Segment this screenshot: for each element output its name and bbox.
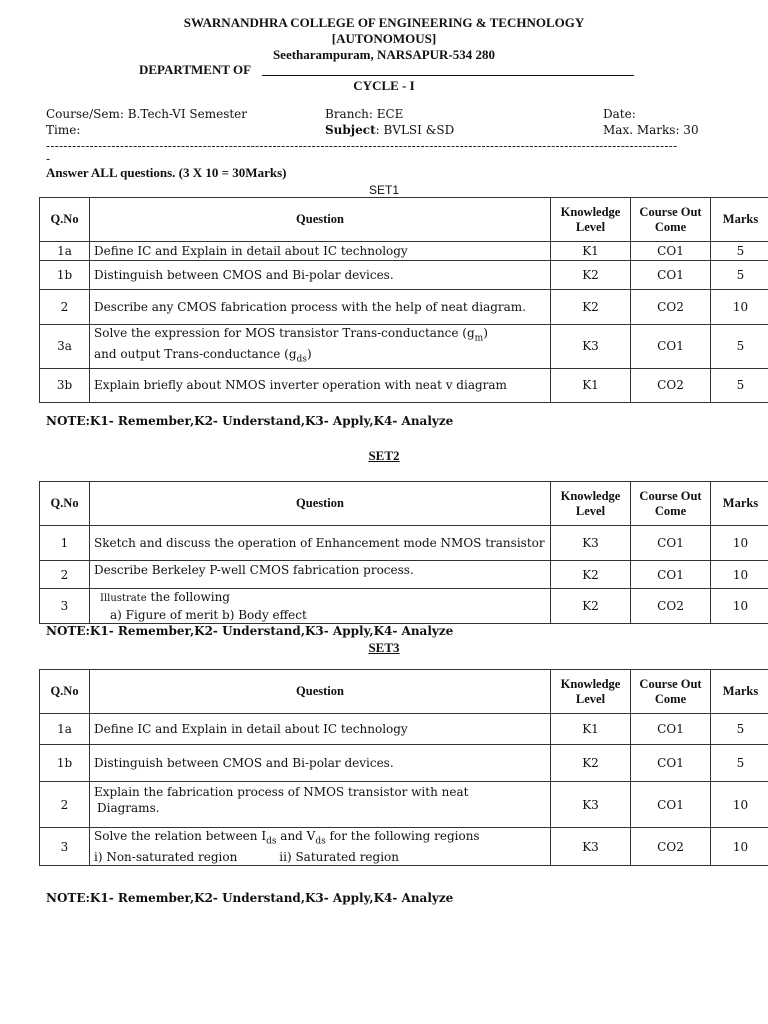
question-cell: Solve the relation between $I_{ds}$ and $V_{ds}$ for the following regions i) Non-saturated region ii) Saturated region [90, 828, 551, 866]
col-qno: Q.No [40, 198, 90, 242]
question-cell: Explain the fabrication process of NMOS transistor with neat Diagrams. [90, 782, 551, 828]
subject [325, 123, 454, 137]
set2-table: Q.No Question Knowledge Level Course Out Come Marks 1 Sketch and discuss the operation of Enhancement mode NMOS transistor K3 CO1 10 2 Describe Berkeley P-well CMOS fabrication process. K2 CO1 10 3 Illustrate the following a) Figure of merit b) Body effect K2 CO2 10 [39, 481, 768, 624]
instructions: Answer ALL questions. (3 X 10 = 30Marks) [46, 165, 287, 180]
set2-label: SET2 [368, 448, 400, 463]
table-row: 2 Explain the fabrication process of NMOS transistor with neat Diagrams. K3 CO1 10 [40, 782, 768, 828]
table-row: 1 Sketch and discuss the operation of Enhancement mode NMOS transistor K3 CO1 10 [40, 526, 768, 561]
set3-table: Q.No Question Knowledge Level Course Out Come Marks 1a Define IC and Explain in detail about IC technology K1 CO1 5 1b Distinguish between CMOS and Bi-polar devices. K2 CO1 5 2 Explain the fabrication process of NMOS transistor with neat Diagrams. K3 CO1 10 3 Solve the relation between $I_{ds}$ and $V_{ds}$ for the following regions i) Non-saturated region ii) Saturated region K3 CO2 10 [39, 669, 768, 866]
col-course: Course Out Come [631, 198, 711, 242]
course-sem: Course/Sem: B.Tech-VI Semester [46, 107, 248, 121]
department-underline [262, 75, 634, 76]
set1-table [39, 197, 768, 403]
table-row: 3 Illustrate the following a) Figure of merit b) Body effect K2 CO2 10 [40, 589, 768, 624]
table-row: 1b Distinguish between CMOS and Bi-polar devices. K2 CO1 5 [40, 745, 768, 782]
table-row: 1b Distinguish between CMOS and Bi-polar devices. K2 CO1 5 [40, 261, 768, 290]
table-row: 2 Describe Berkeley P-well CMOS fabrication process. K2 CO1 10 [40, 561, 768, 589]
table-row: 3 Solve the relation between $I_{ds}$ and $V_{ds}$ for the following regions i) Non-saturated region ii) Saturated region K3 CO2 10 [40, 828, 768, 866]
col-question: Question [90, 198, 551, 242]
branch: Branch: ECE [325, 107, 404, 121]
dashed-separator: ------------------------------------------------------------------------------------------------------------------------------------------------- [46, 139, 678, 153]
question-cell: Solve the expression for MOS transistor Trans-conductance $(g_m)$ and output Trans-conductance $(g_{ds})$ [90, 325, 551, 369]
dashed-separator-tail: - [46, 152, 51, 166]
table-row: 1a Define IC and Explain in detail about IC technology K1 CO1 5 [40, 242, 768, 261]
col-knowledge: Knowledge Level [551, 198, 631, 242]
note-set2: NOTE:K1- Remember,K2- Understand,K3- Apply,K4- Analyze [46, 624, 454, 638]
table-row: 1a Define IC and Explain in detail about IC technology K1 CO1 5 [40, 714, 768, 745]
set1-label: SET1 [368, 183, 399, 197]
cycle-label: CYCLE - I [353, 78, 415, 93]
subject-label: Subject [325, 123, 376, 137]
note-set3: NOTE:K1- Remember,K2- Understand,K3- Apply,K4- Analyze [46, 891, 454, 905]
college-name: SWARNANDHRA COLLEGE OF ENGINEERING & TECHNOLOGY [183, 15, 585, 30]
date-label: Date: [603, 107, 636, 121]
time-label: Time: [46, 123, 81, 137]
note-set1: NOTE:K1- Remember,K2- Understand,K3- Apply,K4- Analyze [46, 414, 454, 428]
table-row: 2 Describe any CMOS fabrication process with the help of neat diagram. K2 CO2 10 [40, 290, 768, 325]
table-row: 3b Explain briefly about NMOS inverter operation with neat v diagram K1 CO2 5 [40, 368, 768, 402]
subject-value: : BVLSI &SD [375, 123, 455, 137]
college-address: Seetharampuram, NARSAPUR-534 280 [272, 47, 496, 62]
autonomous-label: [AUTONOMOUS] [331, 31, 437, 46]
max-marks: Max. Marks: 30 [603, 123, 699, 137]
department-label: DEPARTMENT OF [139, 62, 252, 77]
col-marks: Marks [711, 198, 768, 242]
table-row: 3a Solve the expression for MOS transistor Trans-conductance $(g_m)$ and output Trans-conductance $(g_{ds})$ K3 CO1 5 [40, 325, 768, 369]
set3-label: SET3 [368, 640, 400, 655]
question-cell: Illustrate the following a) Figure of merit b) Body effect [90, 589, 551, 624]
